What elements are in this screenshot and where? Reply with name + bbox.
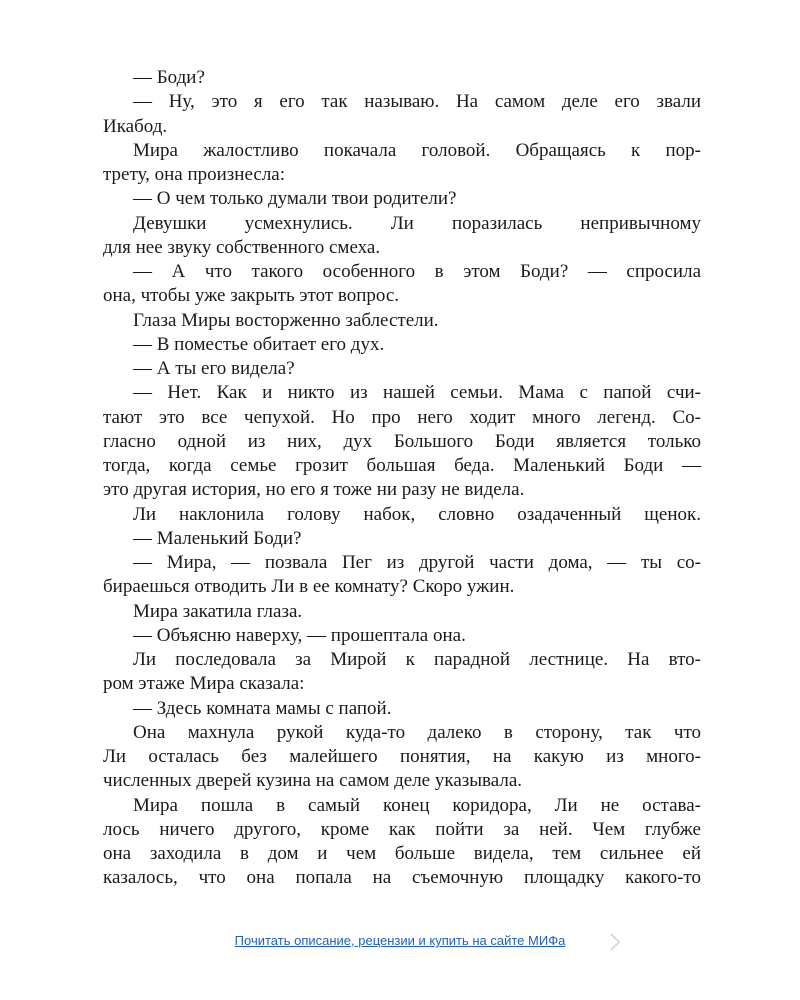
text-line: она заходила в дом и чем больше видела, тем сильнее ей	[103, 843, 701, 864]
text-line: она, чтобы уже закрыть этот вопрос.	[103, 285, 400, 307]
text-line: бираешься отводить Ли в ее комнату? Скоро ужин.	[103, 576, 515, 598]
book-page	[103, 66, 701, 891]
text-line: — Боди?	[133, 67, 205, 88]
text-line: Мира жалостливо покачала головой. Обращаясь к пор-	[133, 139, 701, 161]
text-line: Мира закатила глаза.	[133, 600, 303, 622]
text-line: Ли наклонила голову набок, словно озадаченный щенок.	[133, 503, 701, 525]
text-line: — А ты его видела?	[133, 358, 295, 379]
text-line: Ли осталась без малейшего понятия, на какую из много-	[103, 746, 701, 767]
text-line: — О чем только думали твои родители?	[133, 188, 457, 210]
text-line: — Маленький Боди?	[133, 527, 302, 549]
text-line: — Нет. Как и никто из нашей семьи. Мама с папой счи-	[133, 382, 701, 404]
text-line: — Объясню наверху, — прошептала она.	[133, 624, 466, 646]
text-line: для нее звуку собственного смеха.	[103, 236, 381, 258]
text-line: казалось, что она попала на съемочную площадку какого-то	[103, 867, 701, 889]
footer	[0, 932, 800, 950]
text-line: численных дверей кузина на самом деле указывала.	[103, 770, 523, 792]
text-line: это другая история, но его я тоже ни разу не видела.	[103, 479, 525, 501]
text-line: трету, она произнесла:	[103, 164, 286, 185]
text-line: Ли последовала за Мирой к парадной лестнице. На вто-	[133, 649, 701, 670]
text-line: гласно одной из них, дух Большого Боди является только	[103, 430, 701, 452]
text-line: лось ничего другого, кроме как пойти за ней. Чем глубже	[103, 818, 701, 840]
chevron-right-icon	[608, 932, 622, 952]
text-line: — В поместье обитает его дух.	[133, 333, 385, 355]
text-line: тогда, когда семье грозит большая беда. Маленький Боди —	[103, 455, 701, 476]
buy-link[interactable]: Почитать описание, рецензии и купить на сайте МИФа	[234, 933, 566, 948]
text-line: — Здесь комната мамы с папой.	[133, 697, 392, 719]
text-line: Глаза Миры восторженно заблестели.	[133, 309, 439, 331]
text-line: Икабод.	[103, 115, 168, 137]
text-line: — Ну, это я его так называю. На самом деле его звали	[133, 91, 701, 113]
text-line: — А что такого особенного в этом Боди? — спросила	[133, 261, 701, 282]
text-line: — Мира, — позвала Пег из другой части дома, — ты со-	[133, 552, 701, 573]
text-line: тают это все чепухой. Но про него ходит много легенд. Со-	[103, 406, 701, 428]
text-line: Девушки усмехнулись. Ли поразилась непривычному	[133, 212, 701, 234]
text-line: ром этаже Мира сказала:	[103, 673, 305, 695]
text-line: Она махнула рукой куда-то далеко в сторону, так что	[133, 721, 701, 743]
text-line: Мира пошла в самый конец коридора, Ли не остава-	[133, 794, 701, 816]
